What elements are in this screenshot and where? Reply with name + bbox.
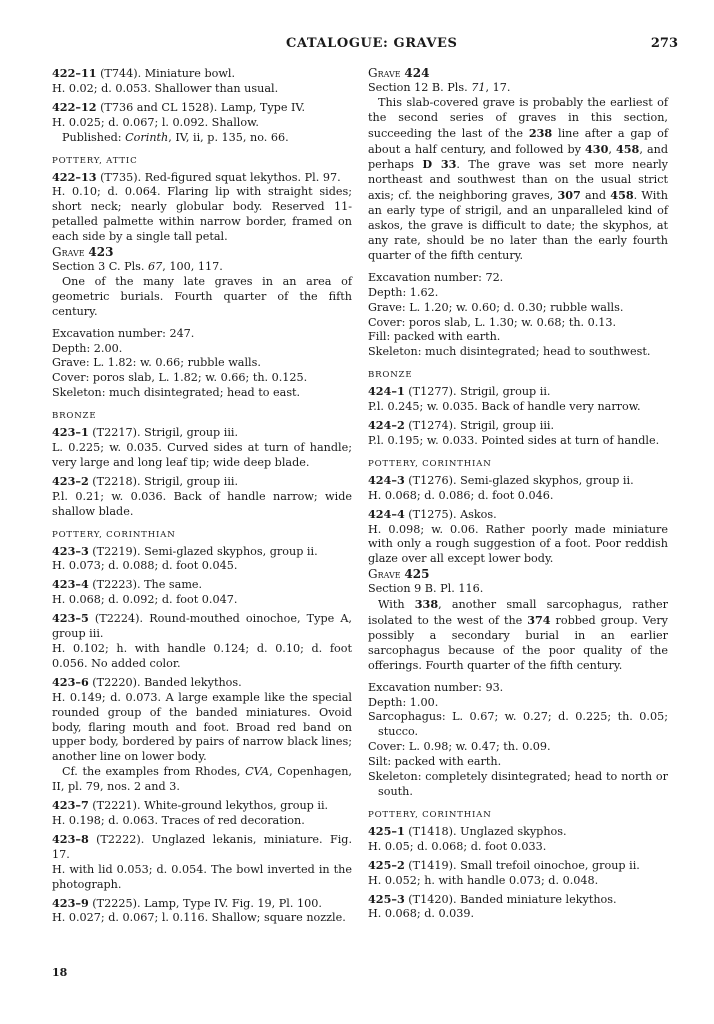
skeleton: Skeleton: much disintegrated; head to east. bbox=[52, 386, 301, 400]
category-label: POTTERY, CORINTHIAN bbox=[52, 529, 176, 540]
grave-heading: Grave 424 bbox=[368, 66, 430, 80]
page-number: 273 bbox=[650, 36, 678, 51]
publication-reference: Published: Corinth, IV, ii, p. 135, no. 66. bbox=[62, 130, 289, 144]
catalogue-entry bbox=[52, 170, 352, 246]
entry-description: P.l. 0.195; w. 0.033. Pointed sides at turn of handle. bbox=[368, 433, 660, 447]
entry-id: 424–3 bbox=[368, 472, 405, 487]
entry-title: (T1418). Unglazed skyphos. bbox=[404, 824, 567, 838]
entry-title: (T2222). Unglazed lekanis, miniature. Fig. 17. bbox=[52, 832, 352, 861]
entry-description: H. with lid 0.053; d. 0.054. The bowl inverted in the photograph. bbox=[52, 862, 352, 891]
entry-description: H. 0.098; w. 0.06. Rather poorly made miniature with only a rough suggestion of a foot. Poor reddish glaze over all except lower body. bbox=[368, 522, 668, 566]
entry-title: (T2224). Round-mouthed oinochoe, Type A, group iii. bbox=[52, 612, 352, 641]
catalogue-entry bbox=[368, 473, 668, 504]
section-reference: Section 12 B. Pls. 71, 17. bbox=[368, 80, 511, 94]
catalogue-entry bbox=[52, 832, 352, 893]
entry-title: (T2223). The same. bbox=[88, 578, 203, 592]
excavation-number: Excavation number: 93. bbox=[368, 680, 504, 694]
catalogue-entry bbox=[52, 474, 352, 520]
grave-dimensions: Grave: L. 1.82: w. 0.66; rubble walls. bbox=[52, 356, 261, 370]
grave-heading: Grave 423 bbox=[52, 245, 114, 260]
excavation-number: Excavation number: 247. bbox=[52, 326, 195, 340]
cover: Cover: poros slab, L. 1.30; w. 0.68; th. 0.13. bbox=[368, 315, 617, 329]
entry-title: (T736 and CL 1528). Lamp, Type IV. bbox=[96, 100, 306, 114]
grave-intro: One of the many late graves in an area of geometric burials. Fourth quarter of the fifth century. bbox=[52, 274, 352, 318]
skeleton: Skeleton: much disintegrated; head to southwest. bbox=[368, 345, 651, 359]
grave-dimensions: Grave: L. 1.20; w. 0.60; d. 0.30; rubble walls. bbox=[368, 300, 624, 314]
entry-description: H. 0.027; d. 0.067; l. 0.116. Shallow; square nozzle. bbox=[52, 911, 346, 925]
entry-id: 423–7 bbox=[52, 798, 89, 813]
entry-title: (T744). Miniature bowl. bbox=[96, 67, 236, 80]
entry-id: 423–5 bbox=[52, 611, 89, 626]
category-label: POTTERY, CORINTHIAN bbox=[368, 458, 492, 469]
entry-description: H. 0.02; d. 0.053. Shallower than usual. bbox=[52, 81, 279, 95]
entry-description: H. 0.068; d. 0.092; d. foot 0.047. bbox=[52, 593, 238, 607]
catalogue-entry bbox=[52, 896, 352, 927]
entry-id: 425–3 bbox=[368, 891, 405, 906]
category-label: BRONZE bbox=[52, 411, 97, 422]
entry-id: 423–1 bbox=[52, 425, 89, 440]
category-label: BRONZE bbox=[368, 370, 413, 381]
catalogue-entry bbox=[52, 100, 352, 146]
catalogue-entry bbox=[368, 507, 668, 568]
entry-id: 424–1 bbox=[368, 384, 405, 399]
entry-title: (T1277). Strigil, group ii. bbox=[404, 385, 551, 399]
catalogue-entry bbox=[52, 66, 352, 97]
category-label: POTTERY, ATTIC bbox=[52, 155, 138, 166]
depth: Depth: 2.00. bbox=[52, 341, 123, 355]
entry-title: (T2221). White-ground lekythos, group ii. bbox=[88, 799, 329, 813]
running-title: CATALOGUE: GRAVES bbox=[286, 36, 458, 51]
entry-id: 425–2 bbox=[368, 857, 405, 872]
silt: Silt: packed with earth. bbox=[368, 755, 502, 769]
entry-description: P.l. 0.245; w. 0.035. Back of handle very narrow. bbox=[368, 400, 641, 414]
entry-id: 423–6 bbox=[52, 674, 89, 689]
cover: Cover: L. 0.98; w. 0.47; th. 0.09. bbox=[368, 740, 551, 754]
cover: Cover: poros slab, L. 1.82; w. 0.66; th. 0.125. bbox=[52, 371, 308, 385]
catalogue-entry bbox=[368, 892, 668, 923]
grave-heading: Grave 425 bbox=[368, 567, 430, 582]
entry-id: 423–9 bbox=[52, 895, 89, 910]
entry-description: H. 0.10; d. 0.064. Flaring lip with straight sides; short neck; nearly globular body. Reserved 11-petalled palmette within narrow border, framed on each side by a single tall petal. bbox=[52, 185, 352, 244]
depth: Depth: 1.62. bbox=[368, 285, 439, 299]
grave-details bbox=[52, 327, 352, 402]
entry-id: 423–2 bbox=[52, 473, 89, 488]
skeleton: Skeleton: completely disintegrated; head to north or south. bbox=[368, 770, 668, 798]
entry-description: H. 0.052; h. with handle 0.073; d. 0.048. bbox=[368, 873, 599, 887]
entry-description: H. 0.102; h. with handle 0.124; d. 0.10; d. foot 0.056. No added color. bbox=[52, 642, 352, 670]
section-reference: Section 9 B. Pl. 116. bbox=[368, 582, 484, 596]
catalogue-entry bbox=[368, 858, 668, 889]
entry-id: 424–4 bbox=[368, 506, 405, 521]
entry-id: 422–12 bbox=[52, 99, 97, 114]
entry-title: (T2219). Semi-glazed skyphos, group ii. bbox=[88, 544, 318, 558]
entry-description: H. 0.149; d. 0.073. A large example like the special rounded group of the banded miniatures. Ovoid body, flaring mouth and foot. Broad red band on upper body, bordered by pairs of narrow black lines; another line on lower body. bbox=[52, 690, 352, 764]
entry-id: 423–4 bbox=[52, 577, 89, 592]
entry-title: (T1420). Banded miniature lekythos. bbox=[404, 892, 617, 906]
entry-description: H. 0.068; d. 0.086; d. foot 0.046. bbox=[368, 488, 554, 502]
entry-title: (T1419). Small trefoil oinochoe, group ii. bbox=[404, 858, 640, 872]
fill: Fill: packed with earth. bbox=[368, 330, 501, 344]
left-column bbox=[52, 66, 352, 926]
right-column bbox=[368, 66, 668, 922]
entry-id: 422–13 bbox=[52, 169, 97, 184]
entry-title: (T735). Red-figured squat lekythos. Pl. 97. bbox=[96, 170, 341, 184]
entry-title: (T2217). Strigil, group iii. bbox=[88, 426, 239, 440]
entry-title: (T1274). Strigil, group iii. bbox=[404, 419, 555, 433]
catalogue-entry bbox=[52, 577, 352, 608]
catalogue-entry bbox=[52, 544, 352, 575]
catalogue-entry bbox=[52, 425, 352, 471]
grave-intro: With 338, another small sarcophagus, rather isolated to the west of the 374 robbed group. Very possibly a secondary burial in an earlier sarcophagus because of the poor quality of the offerings. Fourth quarter of the fifth century. bbox=[368, 597, 668, 672]
entry-title: (T2220). Banded lekythos. bbox=[88, 675, 242, 689]
entry-description: H. 0.068; d. 0.039. bbox=[368, 907, 475, 921]
catalogue-entry bbox=[52, 798, 352, 829]
entry-title: (T2225). Lamp, Type IV. Fig. 19, Pl. 100. bbox=[88, 896, 322, 910]
catalogue-entry bbox=[368, 824, 668, 855]
entry-title: (T1276). Semi-glazed skyphos, group ii. bbox=[404, 473, 634, 487]
catalogue-entry bbox=[368, 384, 668, 415]
grave-intro: This slab-covered grave is probably the earliest of the second series of graves in this section, succeeding the last of the 238 line after a gap of about a half century, and followed by 430, 458, and perhaps D 33. The grave was set more nearly northeast and southwest than on the usual strict axis; cf. the neighboring graves, 307 and 458. With an early type of strigil, and an unparalleled kind of askos, the grave is difficult to date; the skyphos, at any rate, should be no later than the early fourth quarter of the fifth century. bbox=[368, 95, 668, 262]
entry-description: H. 0.025; d. 0.067; l. 0.092. Shallow. bbox=[52, 115, 259, 129]
catalogue-entry bbox=[52, 675, 352, 795]
entry-id: 422–11 bbox=[52, 66, 97, 80]
catalogue-entry bbox=[368, 418, 668, 449]
entry-id: 425–1 bbox=[368, 823, 405, 838]
entry-description: H. 0.073; d. 0.088; d. foot 0.045. bbox=[52, 559, 238, 573]
depth: Depth: 1.00. bbox=[368, 695, 439, 709]
entry-title: (T1275). Askos. bbox=[404, 507, 497, 521]
comparison-reference: Cf. the examples from Rhodes, CVA, Copenhagen, II, pl. 79, nos. 2 and 3. bbox=[52, 765, 352, 794]
grave-details bbox=[368, 271, 668, 360]
sarcophagus-dimensions: Sarcophagus: L. 0.67; w. 0.27; d. 0.225; th. 0.05; stucco. bbox=[368, 710, 668, 739]
catalogue-entry bbox=[52, 611, 352, 672]
entry-title: (T2218). Strigil, group iii. bbox=[88, 474, 239, 488]
excavation-number: Excavation number: 72. bbox=[368, 270, 504, 284]
entry-description: L. 0.225; w. 0.035. Curved sides at turn of handle; very large and long leaf tip; wide deep blade. bbox=[52, 441, 352, 469]
category-label: POTTERY, CORINTHIAN bbox=[368, 809, 492, 820]
section-reference: Section 3 C. Pls. 67, 100, 117. bbox=[52, 259, 223, 273]
entry-id: 424–2 bbox=[368, 418, 405, 433]
signature-mark: 18 bbox=[52, 966, 68, 979]
entry-id: 423–8 bbox=[52, 831, 89, 846]
entry-description: H. 0.05; d. 0.068; d. foot 0.033. bbox=[368, 839, 547, 853]
entry-description: H. 0.198; d. 0.063. Traces of red decoration. bbox=[52, 813, 305, 827]
entry-id: 423–3 bbox=[52, 543, 89, 558]
entry-description: P.l. 0.21; w. 0.036. Back of handle narrow; wide shallow blade. bbox=[52, 489, 352, 518]
grave-details bbox=[368, 681, 668, 800]
